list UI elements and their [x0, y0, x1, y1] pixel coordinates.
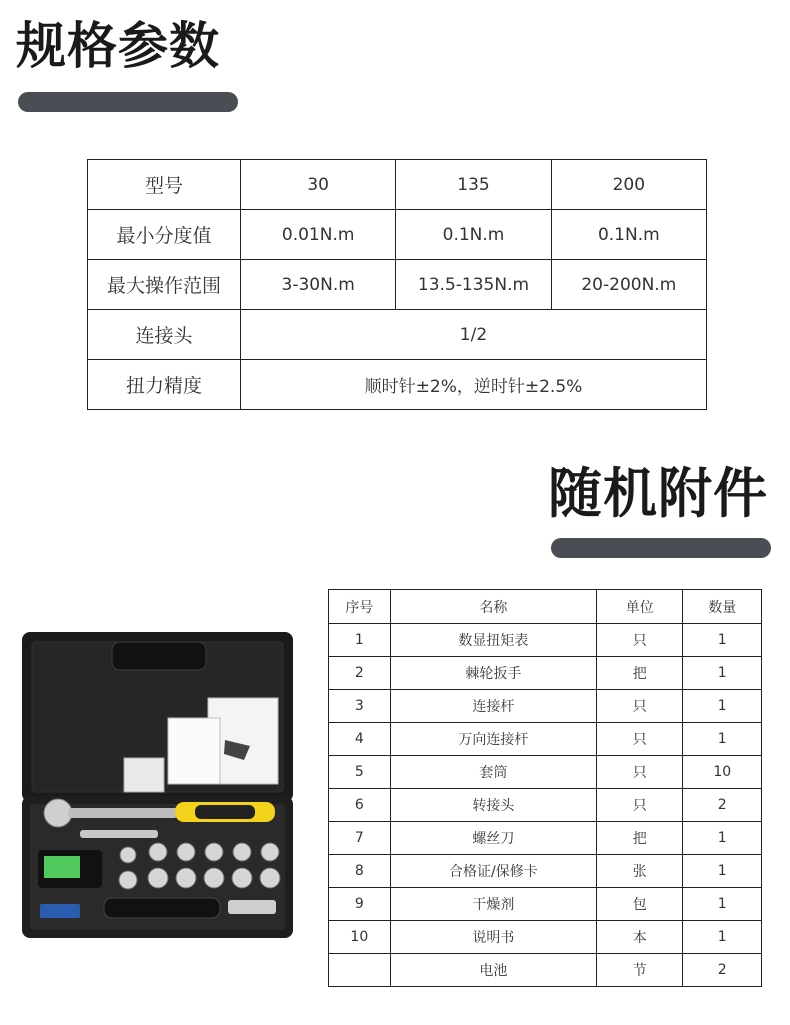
- cell-unit: 只: [597, 756, 683, 789]
- table-row: [88, 160, 707, 210]
- cell-name: 万向连接杆: [390, 723, 596, 756]
- table-row: [329, 888, 762, 921]
- cell-unit: 只: [597, 789, 683, 822]
- table-row: [329, 789, 762, 822]
- cell-qty: 1: [683, 822, 762, 855]
- cell-name: 合格证/保修卡: [390, 855, 596, 888]
- cell-index: 4: [329, 723, 391, 756]
- cell-qty: 1: [683, 888, 762, 921]
- table-row: [329, 954, 762, 987]
- cell-name: 螺丝刀: [390, 822, 596, 855]
- cell-name: 套筒: [390, 756, 596, 789]
- table-row: [329, 690, 762, 723]
- accessories-table: [328, 589, 762, 987]
- table-row: [329, 723, 762, 756]
- spec-cell: 30: [240, 160, 395, 210]
- spec-cell: 200: [551, 160, 706, 210]
- cell-name: 电池: [390, 954, 596, 987]
- cell-index: 2: [329, 657, 391, 690]
- table-row: [329, 921, 762, 954]
- section-title-specs: 规格参数: [16, 17, 220, 75]
- cell-unit: 只: [597, 624, 683, 657]
- cell-index: 9: [329, 888, 391, 921]
- table-row: [329, 855, 762, 888]
- cell-qty: 1: [683, 723, 762, 756]
- table-row: [88, 210, 707, 260]
- cell-unit: 只: [597, 723, 683, 756]
- spec-label: 型号: [88, 160, 241, 210]
- cell-index: 8: [329, 855, 391, 888]
- spec-cell: 0.01N.m: [240, 210, 395, 260]
- cell-qty: 1: [683, 855, 762, 888]
- spec-cell: 3-30N.m: [240, 260, 395, 310]
- cell-qty: 2: [683, 789, 762, 822]
- spec-label: 连接头: [88, 310, 241, 360]
- cell-name: 干燥剂: [390, 888, 596, 921]
- spec-cell: 135: [396, 160, 551, 210]
- spec-cell: 20-200N.m: [551, 260, 706, 310]
- column-header: 数量: [683, 590, 762, 624]
- cell-unit: 把: [597, 822, 683, 855]
- cell-index: 6: [329, 789, 391, 822]
- table-row: [88, 360, 707, 410]
- cell-name: 棘轮扳手: [390, 657, 596, 690]
- cell-index: [329, 954, 391, 987]
- column-header: 名称: [390, 590, 596, 624]
- cell-unit: 张: [597, 855, 683, 888]
- table-row: [329, 624, 762, 657]
- cell-unit: 本: [597, 921, 683, 954]
- cell-qty: 1: [683, 921, 762, 954]
- cell-qty: 1: [683, 657, 762, 690]
- cell-unit: 只: [597, 690, 683, 723]
- spec-label: 扭力精度: [88, 360, 241, 410]
- spec-cell-merged: 1/2: [240, 310, 706, 360]
- cell-name: 说明书: [390, 921, 596, 954]
- cell-qty: 10: [683, 756, 762, 789]
- cell-unit: 包: [597, 888, 683, 921]
- cell-unit: 把: [597, 657, 683, 690]
- column-header: 序号: [329, 590, 391, 624]
- cell-index: 5: [329, 756, 391, 789]
- spec-label: 最大操作范围: [88, 260, 241, 310]
- cell-index: 7: [329, 822, 391, 855]
- title-underline-bar: [18, 92, 238, 112]
- cell-qty: 1: [683, 624, 762, 657]
- cell-unit: 节: [597, 954, 683, 987]
- spec-cell: 0.1N.m: [551, 210, 706, 260]
- table-row: [329, 756, 762, 789]
- table-header-row: [329, 590, 762, 624]
- cell-name: 转接头: [390, 789, 596, 822]
- cell-name: 连接杆: [390, 690, 596, 723]
- table-row: [329, 822, 762, 855]
- spec-label: 最小分度值: [88, 210, 241, 260]
- title-underline-bar: [551, 538, 771, 558]
- cell-name: 数显扭矩表: [390, 624, 596, 657]
- spec-cell: 0.1N.m: [396, 210, 551, 260]
- table-row: [88, 260, 707, 310]
- cell-index: 10: [329, 921, 391, 954]
- column-header: 单位: [597, 590, 683, 624]
- table-row: [329, 657, 762, 690]
- cell-qty: 2: [683, 954, 762, 987]
- cell-index: 1: [329, 624, 391, 657]
- spec-cell: 13.5-135N.m: [396, 260, 551, 310]
- section-title-accessories: 随机附件: [548, 462, 768, 525]
- specs-table: [87, 159, 707, 410]
- torque-wrench-kit-icon: [20, 630, 295, 940]
- cell-qty: 1: [683, 690, 762, 723]
- table-row: [88, 310, 707, 360]
- cell-index: 3: [329, 690, 391, 723]
- spec-cell-merged: 顺时针±2%，逆时针±2.5%: [240, 360, 706, 410]
